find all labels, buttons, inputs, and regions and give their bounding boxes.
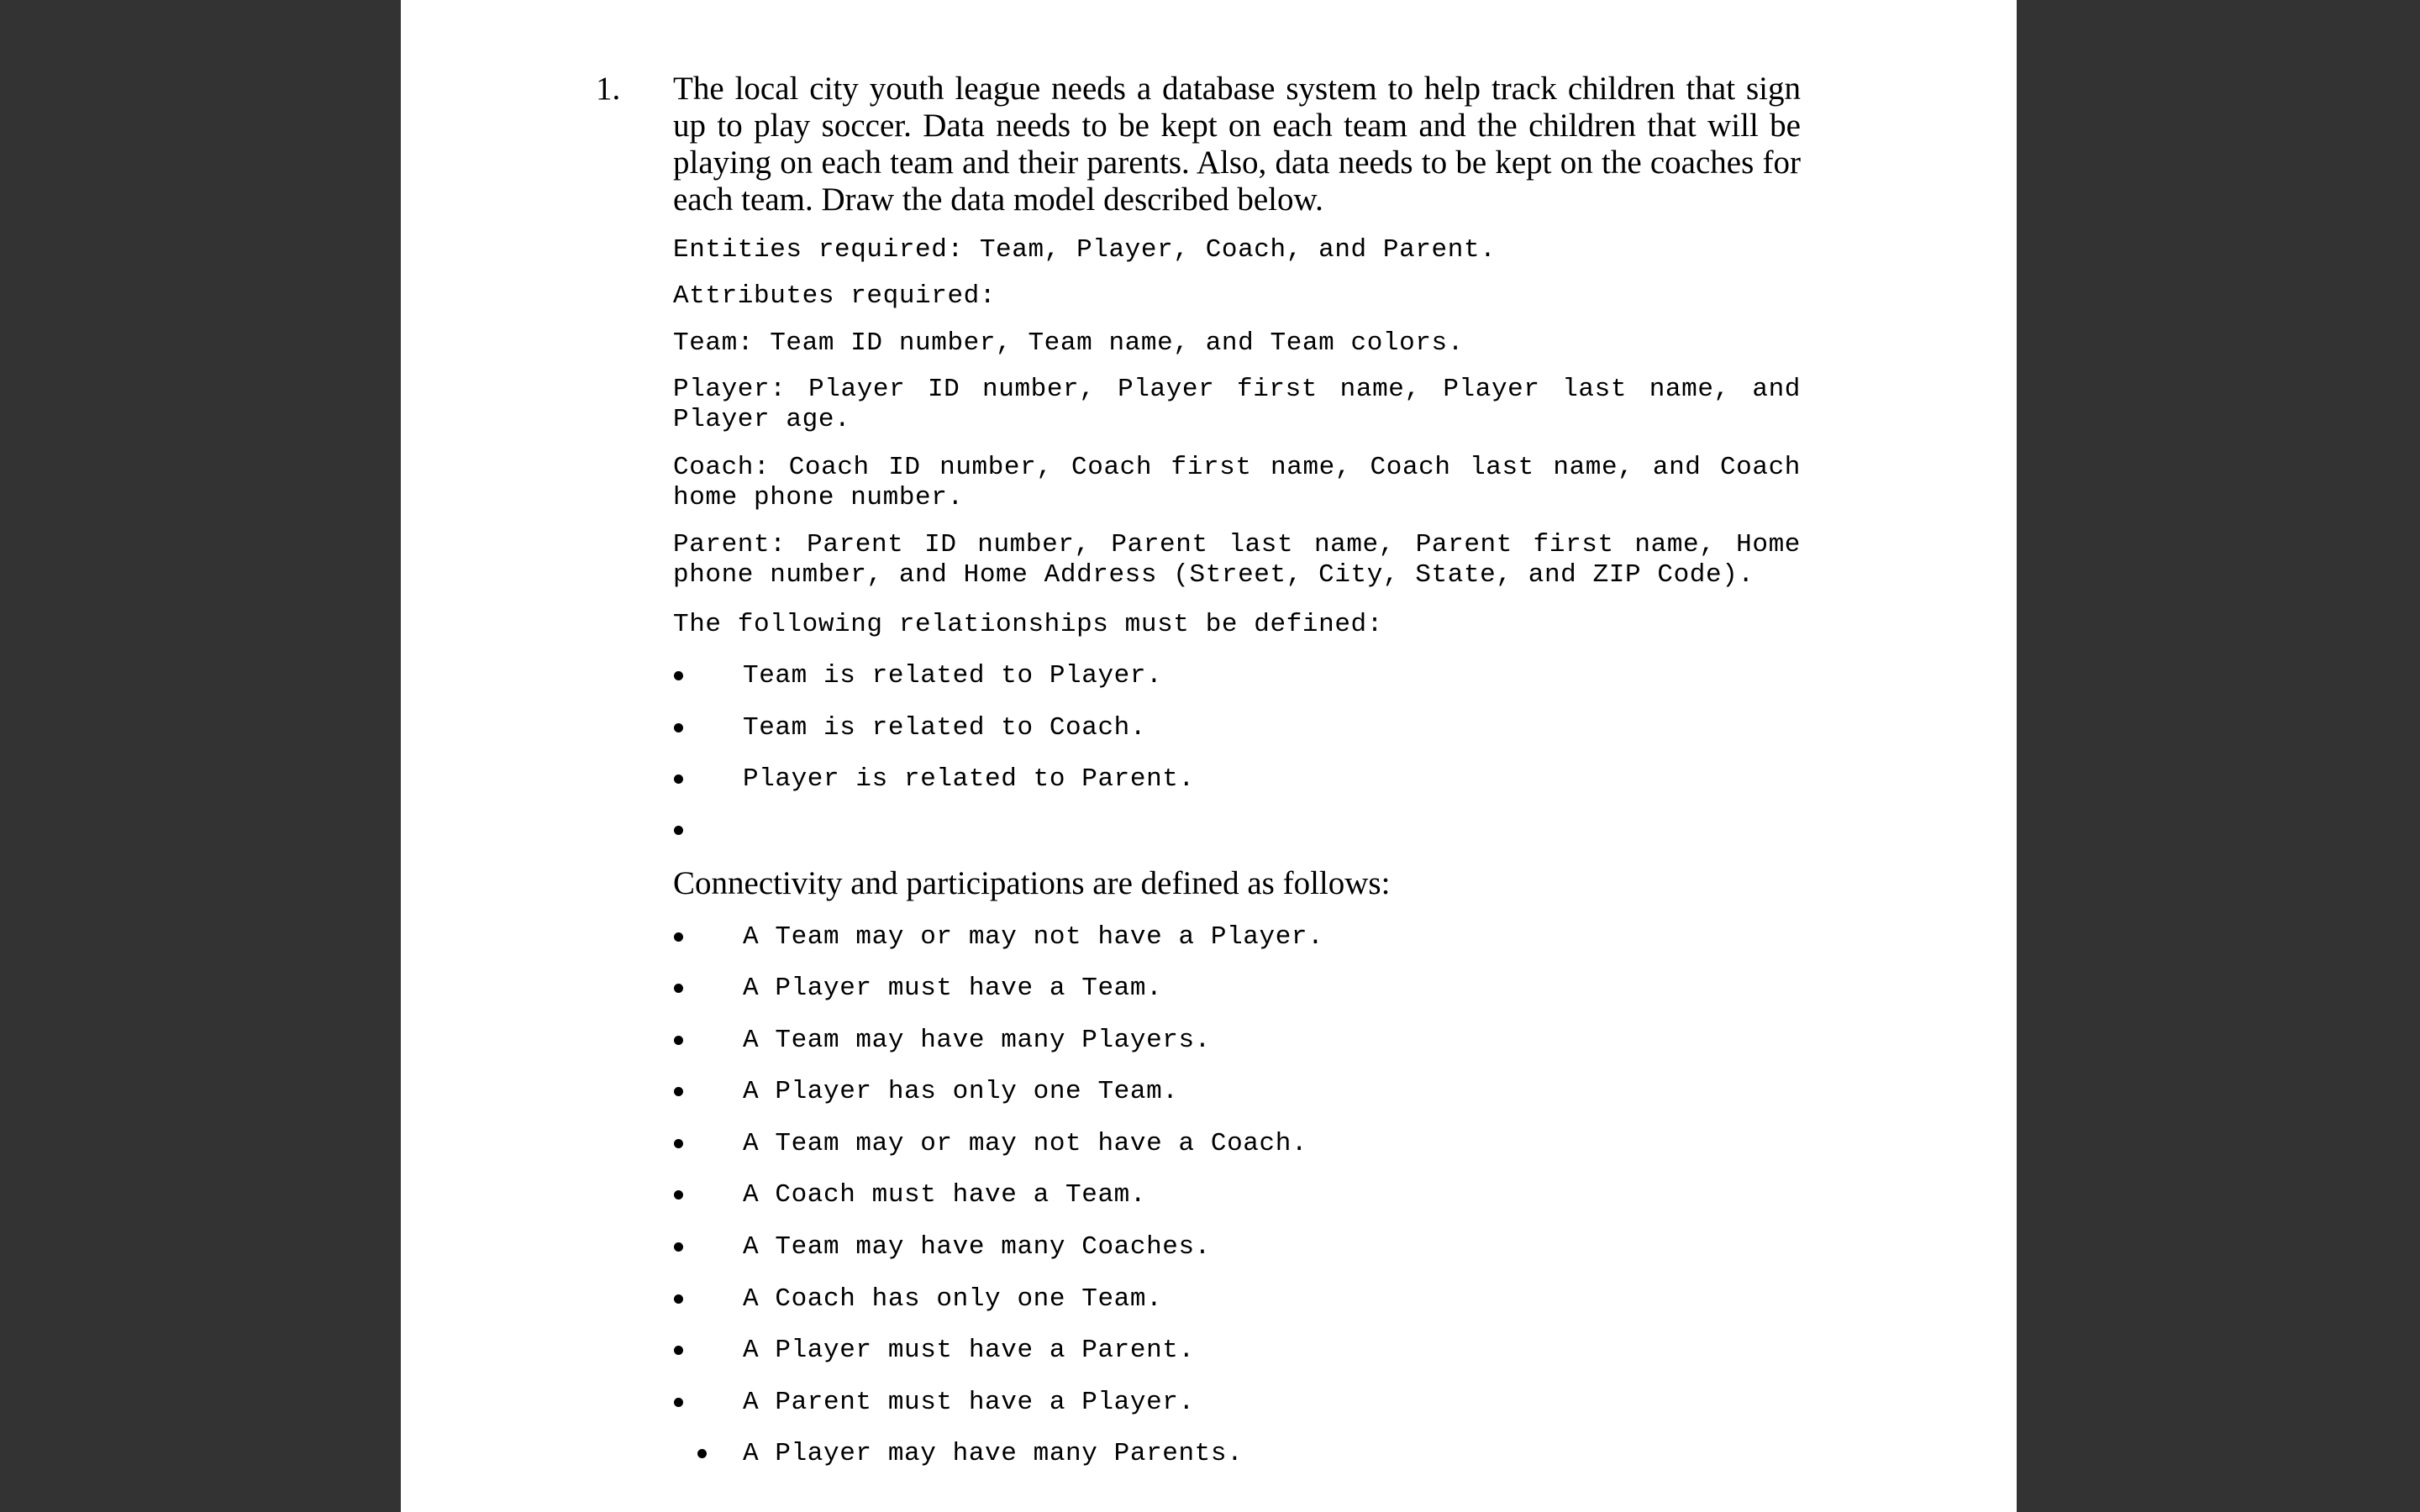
question-text: The local city youth league needs a database system to help track children that sign up to play soccer. Data needs to be kept on each team and the children that will be playing on each team and their parents. Also, data needs to be kept on the coaches for each team. Draw the data model described below. <box>673 71 1801 218</box>
bullet-icon <box>674 984 683 993</box>
attribute-parent: Parent: Parent ID number, Parent last name, Parent first name, Home phone number, and Home Address (Street, City, State, and ZIP Code). <box>673 530 1801 590</box>
bullet-icon <box>674 671 683 680</box>
bullet-icon <box>674 932 683 942</box>
bullet-icon <box>674 826 683 835</box>
connectivity-heading: Connectivity and participations are defined as follows: <box>673 865 1391 901</box>
relationship-text: Team is related to Coach. <box>743 713 1147 743</box>
bullet-icon <box>674 1346 683 1355</box>
connectivity-text: A Team may or may not have a Player. <box>743 922 1324 952</box>
bullet-icon <box>674 1139 683 1148</box>
attribute-coach: Coach: Coach ID number, Coach first name, Coach last name, and Coach home phone number. <box>673 453 1801 512</box>
connectivity-text: A Parent must have a Player. <box>743 1388 1195 1417</box>
bullet-icon <box>674 1294 683 1304</box>
entities-line: Entities required: Team, Player, Coach, and Parent. <box>673 235 1497 265</box>
bullet-icon <box>674 1190 683 1200</box>
connectivity-text: A Coach must have a Team. <box>743 1180 1147 1210</box>
bullet-icon <box>674 1242 683 1252</box>
bullet-icon <box>674 1087 683 1096</box>
connectivity-text: A Coach has only one Team. <box>743 1284 1163 1314</box>
connectivity-text: A Team may have many Coaches. <box>743 1232 1211 1262</box>
bullet-icon <box>697 1449 707 1458</box>
bullet-icon <box>674 723 683 732</box>
bullet-icon <box>674 774 683 784</box>
relationship-text: Player is related to Parent. <box>743 764 1195 794</box>
connectivity-text: A Player must have a Team. <box>743 974 1163 1003</box>
attribute-player: Player: Player ID number, Player first name, Player last name, and Player age. <box>673 375 1801 434</box>
document-page <box>401 0 2017 1512</box>
connectivity-text: A Player has only one Team. <box>743 1077 1179 1106</box>
relationships-heading: The following relationships must be defined: <box>673 610 1383 639</box>
question-number: 1. <box>596 71 621 107</box>
connectivity-text: A Team may have many Players. <box>743 1026 1211 1055</box>
attributes-heading: Attributes required: <box>673 281 997 311</box>
connectivity-text: A Team may or may not have a Coach. <box>743 1129 1308 1158</box>
connectivity-text: A Player may have many Parents. <box>743 1439 1244 1468</box>
bullet-icon <box>674 1036 683 1045</box>
attribute-team: Team: Team ID number, Team name, and Team colors. <box>673 328 1464 358</box>
bullet-icon <box>674 1398 683 1407</box>
connectivity-text: A Player must have a Parent. <box>743 1336 1195 1365</box>
relationship-text: Team is related to Player. <box>743 661 1163 690</box>
